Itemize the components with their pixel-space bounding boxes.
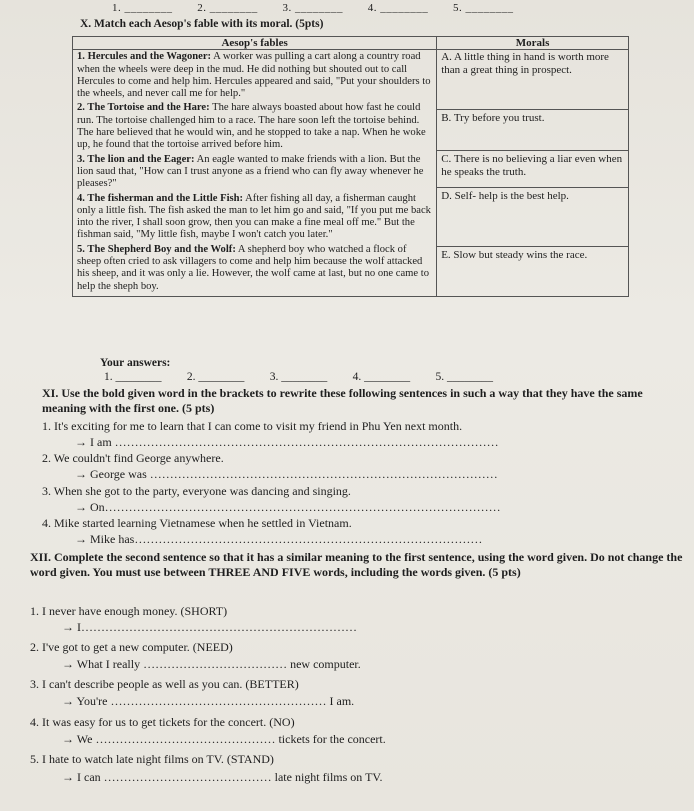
moral-b: B. Try before you trust. [437, 109, 628, 150]
xi-question-1: 1. It's exciting for me to learn that I can come to visit my friend in Phu Yen next month. [42, 419, 463, 433]
answer-blank-3[interactable]: 3. ________ [269, 371, 328, 383]
fable-2: 2. The Tortoise and the Hare: The hare always boasted about how fast he could run. The tortoise challenged him to a race. The hare soon left the tortoise behind. The hare believed that he would win, and he stopped to take a nap. When he woke up, he found that the tortoise arrived before him. [77, 102, 426, 151]
fable-3: 3. The lion and the Eager: An eagle wanted to make friends with a lion. But the lion saud that, "How can I trust anyone as a friend who can fly away whenever he pleases?" [77, 153, 424, 190]
xi-question-4: 4. Mike started learning Vietnamese when he settled in Vietnam. [42, 516, 352, 530]
fables-column [73, 50, 437, 297]
morals-column [437, 50, 629, 297]
your-answers-label: Your answers: [100, 357, 171, 369]
xi-answer-4[interactable]: → Mike has…………………………………………………………………………… [75, 532, 483, 546]
xi-answer-3[interactable]: → On……………………………………………………………………………………… [75, 500, 501, 514]
xi-question-2: 2. We couldn't find George anywhere. [42, 451, 224, 465]
top-blank-4: 4. ________ [367, 2, 429, 14]
moral-e: E. Slow but steady wins the race. [437, 246, 628, 262]
section-xii-title: XII. Complete the second sentence so that it has a similar meaning to the first sentence, using the word given. Do not change the word given. You must use between THREE AND FIVE words, including the words given. (5 pts) [30, 550, 683, 579]
fable-1: 1. Hercules and the Wagoner: A worker was pulling a cart along a country road when the wheels were deep in the mud. He did nothing but shouted out to call Hercules to come and help him. Hercules appeared and said, "Put your shoulders to the wheels, and never call me for help." [77, 51, 431, 100]
xii-question-1: 1. I never have enough money. (SHORT) [30, 604, 228, 618]
top-blank-5: 5. ________ [453, 2, 514, 14]
xii-question-2: 2. I've got to get a new computer. (NEED) [30, 640, 233, 654]
fable-5: 5. The Shepherd Boy and the Wolf: A shepherd boy who watched a flock of sheep often cried to ask villagers to come and help him because the wolf attacked his sheep, and it was only a lie. However, the wolf came at last, but no one came to help the sheph boy. [77, 243, 430, 292]
xii-question-4: 4. It was easy for us to get tickets for the concert. (NO) [30, 715, 295, 729]
answer-blank-5[interactable]: 5. ________ [435, 371, 493, 383]
xi-answer-2[interactable]: → George was …………………………………………………………………………… [75, 467, 498, 481]
fable-4: 4. The fisherman and the Little Fish: After fishing all day, a fisherman caught only a little fish. The fish asked the man to let him go and said, "If you put me back into the river, I shall soon grow, then you can make a fine meal off me." But the fishman said, "My little fish, maybe I won't catch you later." [77, 192, 431, 241]
xii-question-5: 5. I hate to watch late night films on TV. (STAND) [30, 752, 274, 766]
section-xi-title: XI. Use the bold given word in the brackets to rewrite these following sentences in such a way that they have the same meaning with the first one. (5 pts) [42, 386, 643, 415]
section-x-title: X. Match each Aesop's fable with its moral. (5pts) [80, 18, 324, 30]
moral-a: A. A little thing in hand is worth more than a great thing in prospect. [441, 51, 609, 76]
answer-blank-2[interactable]: 2. ________ [186, 371, 245, 383]
answer-blank-4[interactable]: 4. ________ [352, 371, 411, 383]
morals-header: Morals [437, 37, 629, 50]
xi-answer-1[interactable]: → I am …………………………………………………………………………………… [75, 435, 499, 449]
xi-question-3: 3. When she got to the party, everyone was dancing and singing. [42, 484, 351, 498]
top-answer-blanks [112, 2, 536, 14]
answer-blank-1[interactable]: 1. ________ [104, 371, 162, 383]
xii-answer-3[interactable]: → You're ……………………………………………… I am. [62, 694, 355, 708]
xii-answer-4[interactable]: → We ……………………………………… tickets for the concert. [62, 732, 386, 746]
xii-answer-5[interactable]: → I can …………………………………… late night films on TV. [62, 770, 383, 784]
fables-morals-table [72, 36, 629, 297]
answer-blanks-row [104, 371, 516, 383]
top-blank-3: 3. ________ [282, 2, 343, 14]
fables-header: Aesop's fables [73, 37, 437, 50]
moral-d: D. Self- help is the best help. [437, 187, 628, 246]
top-blank-1: 1. ________ [112, 2, 173, 14]
top-blank-2: 2. ________ [197, 2, 258, 14]
xii-answer-2[interactable]: → What I really ……………………………… new computer. [62, 657, 361, 671]
moral-c: C. There is no believing a liar even when he speaks the truth. [437, 150, 628, 187]
xii-answer-1[interactable]: → I…………………………………………………………… [62, 620, 357, 634]
xii-question-3: 3. I can't describe people as well as you can. (BETTER) [30, 677, 299, 691]
